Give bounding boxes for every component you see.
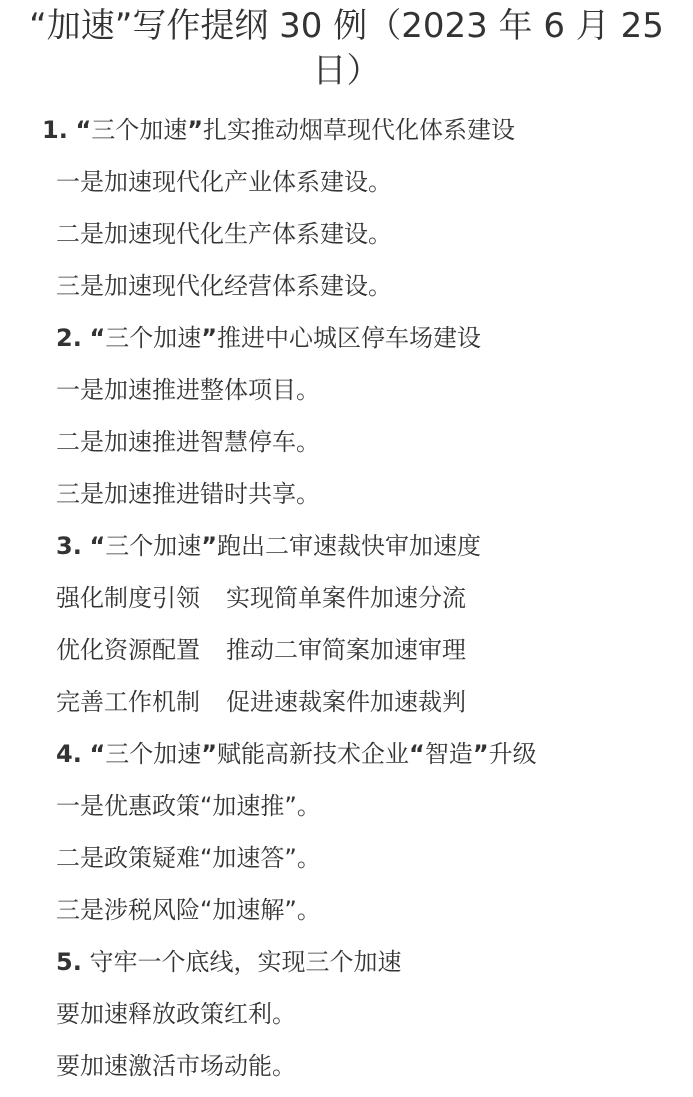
section-number: 2. <box>56 324 82 352</box>
list-item: 二是政策疑难“加速答”。 <box>56 844 321 872</box>
quote-term: 三个加速 <box>105 324 202 352</box>
pair-right: 推动二审简案加速审理 <box>226 636 466 664</box>
section-5-heading <box>56 947 401 977</box>
quote-mark: ” <box>472 740 489 768</box>
pair-right: 实现简单案件加速分流 <box>226 584 466 612</box>
section-number: 5. <box>56 948 82 976</box>
section-1-heading <box>42 115 515 145</box>
list-item: 要加速释放政策红利。 <box>56 1000 296 1028</box>
list-item: 三是加速推进错时共享。 <box>56 480 320 508</box>
list-item: 二是加速推进智慧停车。 <box>56 428 320 456</box>
quote-mark: “ <box>89 324 106 352</box>
list-item: 三是加速现代化经营体系建设。 <box>56 272 392 300</box>
list-item: 一是加速现代化产业体系建设。 <box>56 168 392 196</box>
quote-mark: ” <box>201 532 218 560</box>
section-2-heading <box>56 323 481 353</box>
list-item: 三是涉税风险“加速解”。 <box>56 896 321 924</box>
quote-term: 三个加速 <box>105 532 202 560</box>
quote-mark: “ <box>89 740 106 768</box>
quote-mark: “ <box>75 116 92 144</box>
heading-text: 赋能高新技术企业 <box>217 740 410 768</box>
pair-right: 促进速裁案件加速裁判 <box>226 688 466 716</box>
pair-left: 强化制度引领 <box>56 584 200 612</box>
quote-term: 三个加速 <box>91 116 188 144</box>
quote-mark: “ <box>89 532 106 560</box>
heading-text: 跑出二审速裁快审加速度 <box>217 532 482 560</box>
heading-text: 守牢一个底线，实现三个加速 <box>89 948 402 976</box>
pair-left: 优化资源配置 <box>56 636 200 664</box>
heading-text: 升级 <box>488 740 537 768</box>
list-item: 一是优惠政策“加速推”。 <box>56 792 321 820</box>
list-item: 一是加速推进整体项目。 <box>56 376 320 404</box>
heading-text: 扎实推动烟草现代化体系建设 <box>203 116 516 144</box>
list-item: 要加速激活市场动能。 <box>56 1052 296 1080</box>
section-number: 4. <box>56 740 82 768</box>
page-title: “加速”写作提纲 30 例（2023 年 6 月 25 日） <box>29 6 664 91</box>
list-item <box>56 583 466 613</box>
section-number: 1. <box>42 116 68 144</box>
quote-term: 智造 <box>424 740 473 768</box>
quote-term: 三个加速 <box>105 740 202 768</box>
list-item <box>56 635 466 665</box>
section-3-heading <box>56 531 481 561</box>
section-4-heading <box>56 739 537 769</box>
quote-mark: “ <box>409 740 425 768</box>
quote-mark: ” <box>187 116 204 144</box>
quote-mark: ” <box>201 324 218 352</box>
quote-mark: ” <box>201 740 218 768</box>
pair-left: 完善工作机制 <box>56 688 200 716</box>
heading-text: 推进中心城区停车场建设 <box>217 324 482 352</box>
list-item: 二是加速现代化生产体系建设。 <box>56 220 392 248</box>
section-number: 3. <box>56 532 82 560</box>
list-item <box>56 687 466 717</box>
